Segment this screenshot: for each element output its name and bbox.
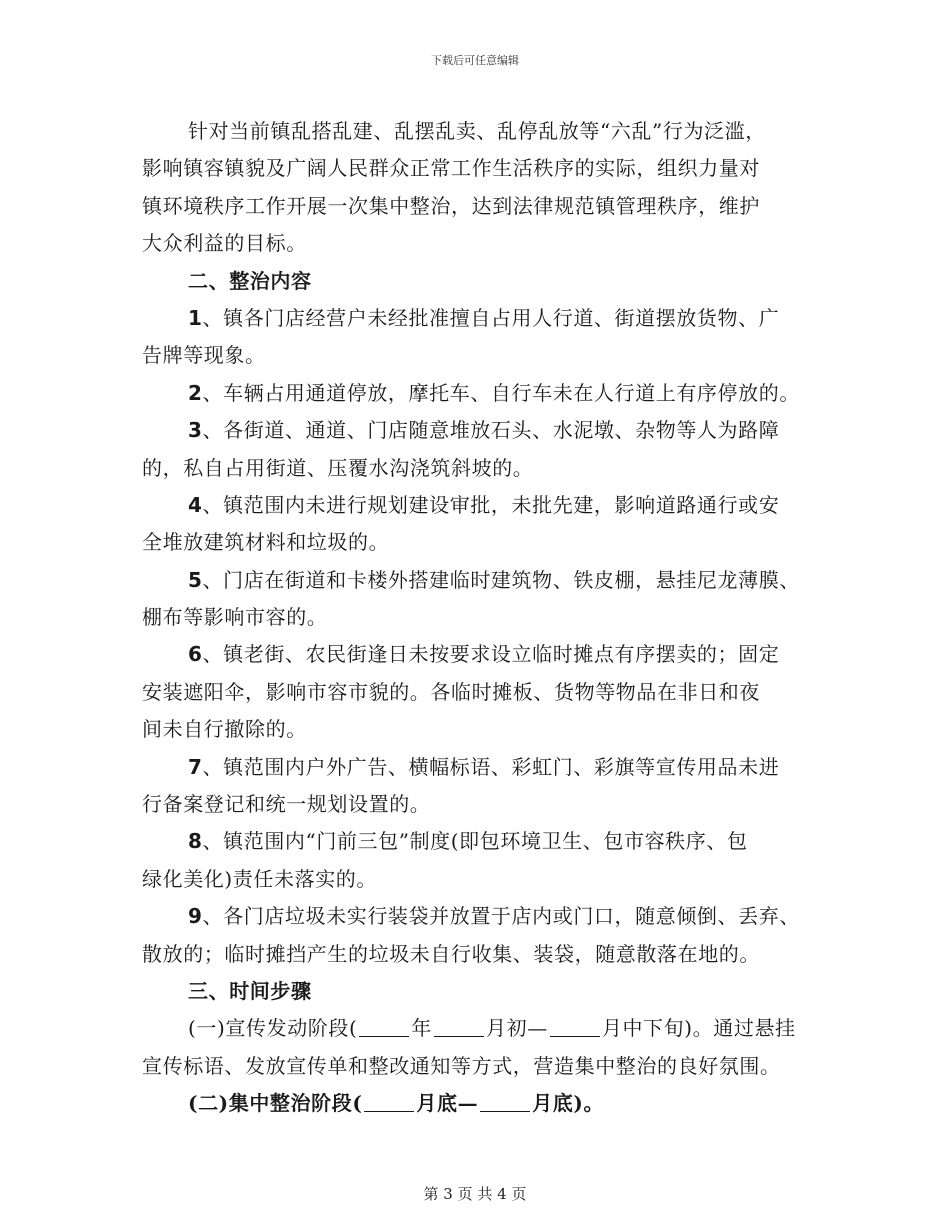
- stage-one-line: (一)宣传发动阶段( 年 月初— 月中下旬)。通过悬挂: [188, 1016, 796, 1041]
- list-item-cont: 绿化美化)责任未落实的。: [142, 866, 378, 891]
- list-item-cont: 行备案登记和统一规划设置的。: [142, 792, 431, 817]
- intro-line: 针对当前镇乱搭乱建、乱摆乱卖、乱停乱放等“六乱”行为泛滥，: [188, 119, 766, 143]
- document-body: [142, 113, 812, 1123]
- list-item: 9、各门店垃圾未实行装袋并放置于店内或门口，随意倾倒、丢弃、: [188, 904, 800, 929]
- blank-field: [434, 1018, 484, 1037]
- intro-line: 大众利益的目标。: [142, 231, 307, 256]
- page-header: 下载后可任意编辑: [431, 54, 519, 67]
- list-item: 3、各街道、通道、门店随意堆放石头、水泥墩、杂物等人为路障: [188, 418, 780, 443]
- list-item: 4、镇范围内未进行规划建设审批，未批先建，影响道路通行或安: [188, 492, 780, 517]
- blank-field: [359, 1018, 409, 1037]
- list-item: 5、门店在街道和卡楼外搭建临时建筑物、铁皮棚，悬挂尼龙薄膜、: [188, 567, 800, 592]
- stage-one-cont: 宣传标语、发放宣传单和整改通知等方式，营造集中整治的良好氛围。: [142, 1053, 781, 1078]
- list-item: 8、镇范围内“门前三包”制度(即包环境卫生、包市容秩序、包: [188, 829, 748, 854]
- list-item: 7、镇范围内户外广告、横幅标语、彩虹门、彩旗等宣传用品未进: [188, 754, 780, 779]
- list-item: 6、镇老街、农民街逢日未按要求设立临时摊点有序摆卖的；固定: [188, 642, 780, 667]
- list-item-cont: 棚布等影响市容的。: [142, 605, 328, 630]
- section-heading: 二、整治内容: [188, 268, 312, 293]
- stage-two-line: (二)集中整治阶段( 月底— 月底)。: [188, 1091, 605, 1116]
- section-heading: 三、时间步骤: [188, 978, 312, 1003]
- blank-field: [480, 1093, 530, 1112]
- blank-field: [364, 1093, 414, 1112]
- list-item-cont: 安装遮阳伞，影响市容市貌的。各临时摊板、货物等物品在非日和夜: [142, 679, 760, 704]
- list-item: 2、车辆占用通道停放，摩托车、自行车未在人行道上有序停放的。: [188, 380, 800, 405]
- intro-line: 影响镇容镇貌及广阔人民群众正常工作生活秩序的实际，组织力量对: [142, 156, 760, 181]
- list-item-cont: 间未自行撤除的。: [142, 717, 307, 742]
- list-item-cont: 散放的；临时摊挡产生的垃圾未自行收集、装袋，随意散落在地的。: [142, 941, 760, 966]
- list-item-cont: 告牌等现象。: [142, 343, 266, 368]
- list-item: 1、镇各门店经营户未经批准擅自占用人行道、街道摆放货物、广: [188, 305, 780, 330]
- page-footer: 第 3 页 共 4 页: [423, 1185, 527, 1203]
- intro-line: 镇环境秩序工作开展一次集中整治，达到法律规范镇管理秩序，维护: [142, 193, 760, 218]
- list-item-cont: 的，私自占用街道、压覆水沟浇筑斜坡的。: [142, 455, 534, 480]
- list-item-cont: 全堆放建筑材料和垃圾的。: [142, 530, 390, 555]
- blank-field: [550, 1018, 600, 1037]
